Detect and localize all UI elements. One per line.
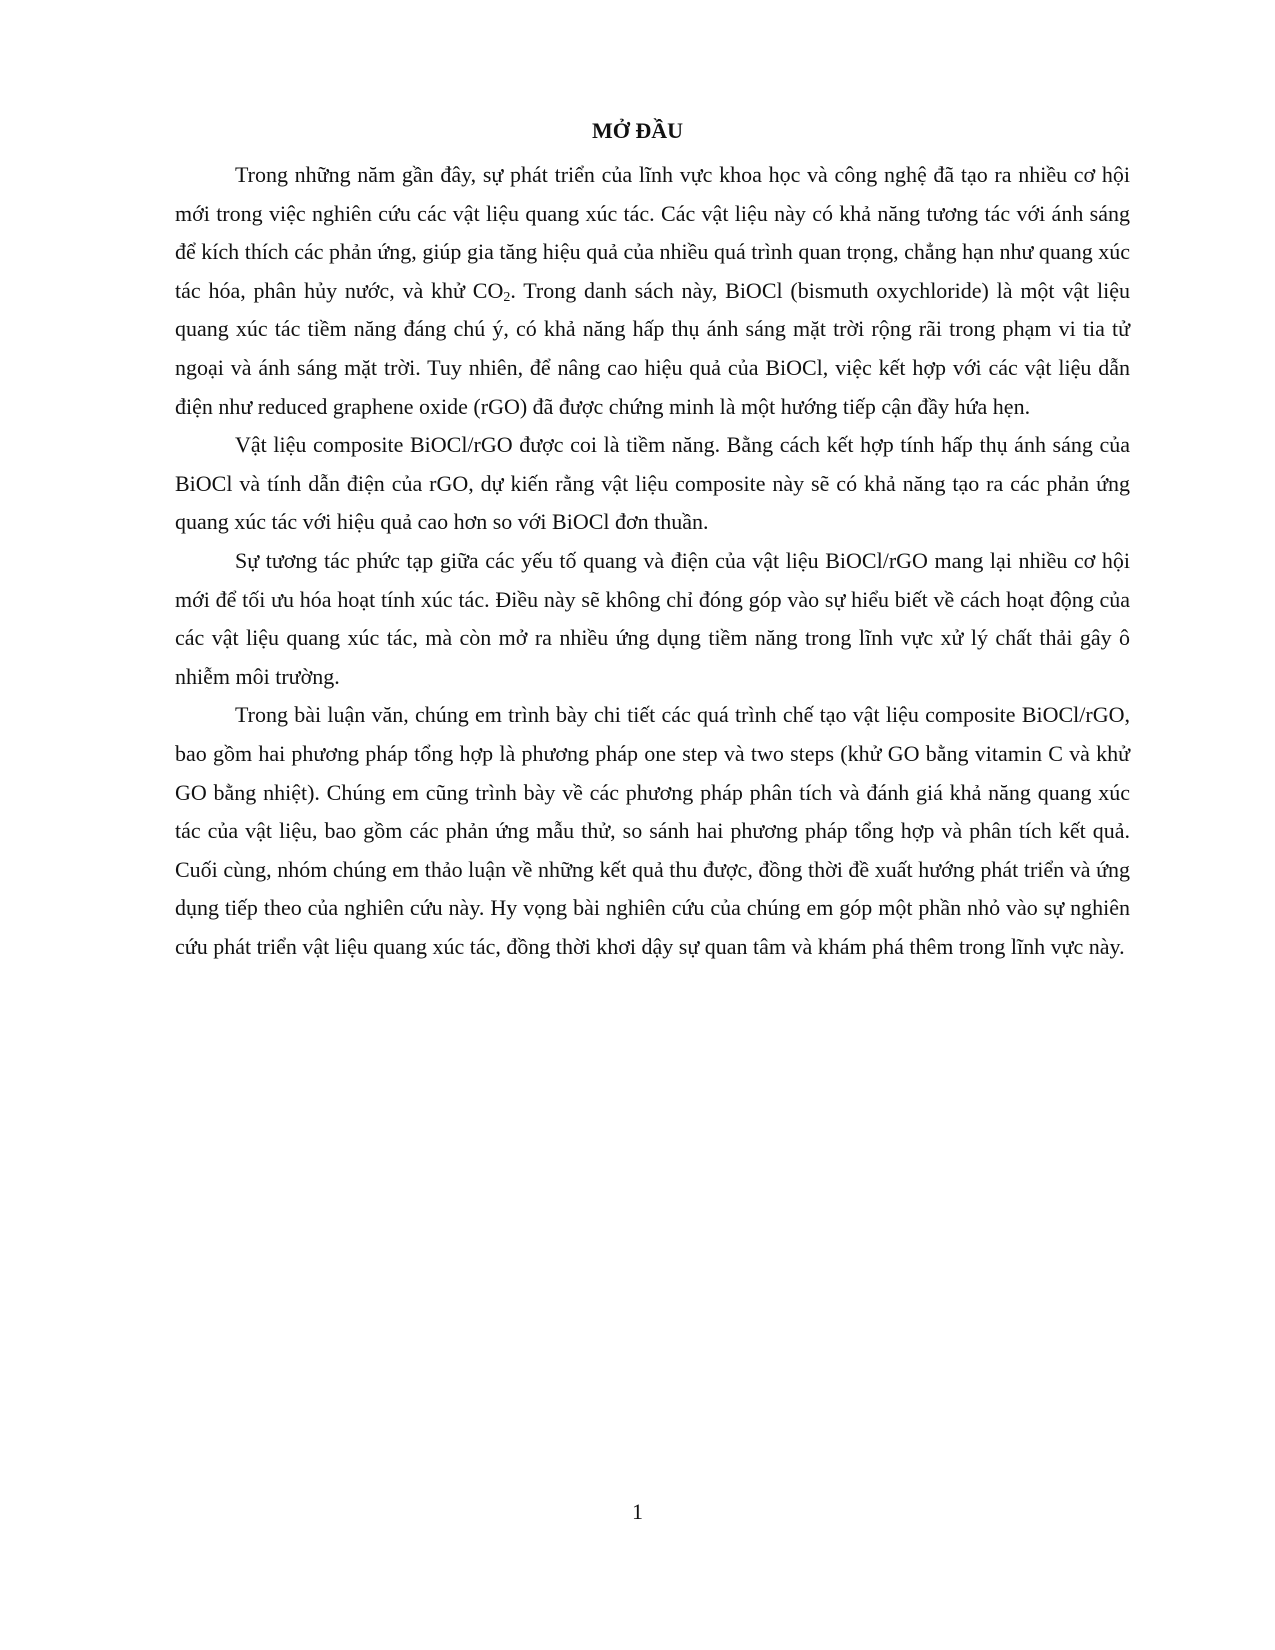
document-body — [175, 156, 1130, 966]
paragraph-1-text-after: . Trong danh sách này, BiOCl (bismuth oxychloride) là một vật liệu quang xúc tác tiềm năng đáng chú ý, có khả năng hấp thụ ánh sáng mặt trời rộng rãi trong phạm vi tia tử ngoại và ánh sáng mặt trời. Tuy nhiên, để nâng cao hiệu quả của BiOCl, việc kết hợp với các vật liệu dẫn điện như reduced graphene oxide (rGO) đã được chứng minh là một hướng tiếp cận đầy hứa hẹn. — [175, 277, 1131, 419]
page-number: 1 — [632, 1499, 643, 1524]
paragraph-2: Vật liệu composite BiOCl/rGO được coi là tiềm năng. Bằng cách kết hợp tính hấp thụ ánh sáng của BiOCl và tính dẫn điện của rGO, dự kiến rằng vật liệu composite này sẽ có khả năng tạo ra các phản ứng quang xúc tác với hiệu quả cao hơn so với BiOCl đơn thuần. — [175, 432, 1130, 535]
paragraph-1 — [175, 156, 1130, 426]
paragraph-4: Trong bài luận văn, chúng em trình bày chi tiết các quá trình chế tạo vật liệu composite BiOCl/rGO, bao gồm hai phương pháp tổng hợp là phương pháp one step và two steps (khử GO bằng vitamin C và khử GO bằng nhiệt). Chúng em cũng trình bày về các phương pháp phân tích và đánh giá khả năng quang xúc tác của vật liệu, bao gồm các phản ứng mẫu thử, so sánh hai phương pháp tổng hợp và phân tích kết quả. Cuối cùng, nhóm chúng em thảo luận về những kết quả thu được, đồng thời đề xuất hướng phát triển và ứng dụng tiếp theo của nghiên cứu này. Hy vọng bài nghiên cứu của chúng em góp một phần nhỏ vào sự nghiên cứu phát triển vật liệu quang xúc tác, đồng thời khơi dậy sự quan tâm và khám phá thêm trong lĩnh vực này. — [175, 702, 1130, 959]
paragraph-3: Sự tương tác phức tạp giữa các yếu tố quang và điện của vật liệu BiOCl/rGO mang lại nhiều cơ hội mới để tối ưu hóa hoạt tính xúc tác. Điều này sẽ không chỉ đóng góp vào sự hiểu biết về cách hoạt động của các vật liệu quang xúc tác, mà còn mở ra nhiều ứng dụng tiềm năng trong lĩnh vực xử lý chất thải gây ô nhiễm môi trường. — [175, 547, 1130, 689]
co2-subscript: 2 — [503, 289, 511, 305]
paragraph-1-text: Trong những năm gần đây, sự phát triển của lĩnh vực khoa học và công nghệ đã tạo ra nhiều cơ hội mới trong việc nghiên cứu các vật liệu quang xúc tác. Các vật liệu này có khả năng tương tác với ánh sáng để kích thích các phản ứng, giúp gia tăng hiệu quả của nhiều quá trình quan trọng, chẳng hạn như quang xúc tác hóa, phân hủy nước, và khử CO — [175, 162, 1130, 303]
page-title: MỞ ĐẦU — [591, 118, 684, 143]
